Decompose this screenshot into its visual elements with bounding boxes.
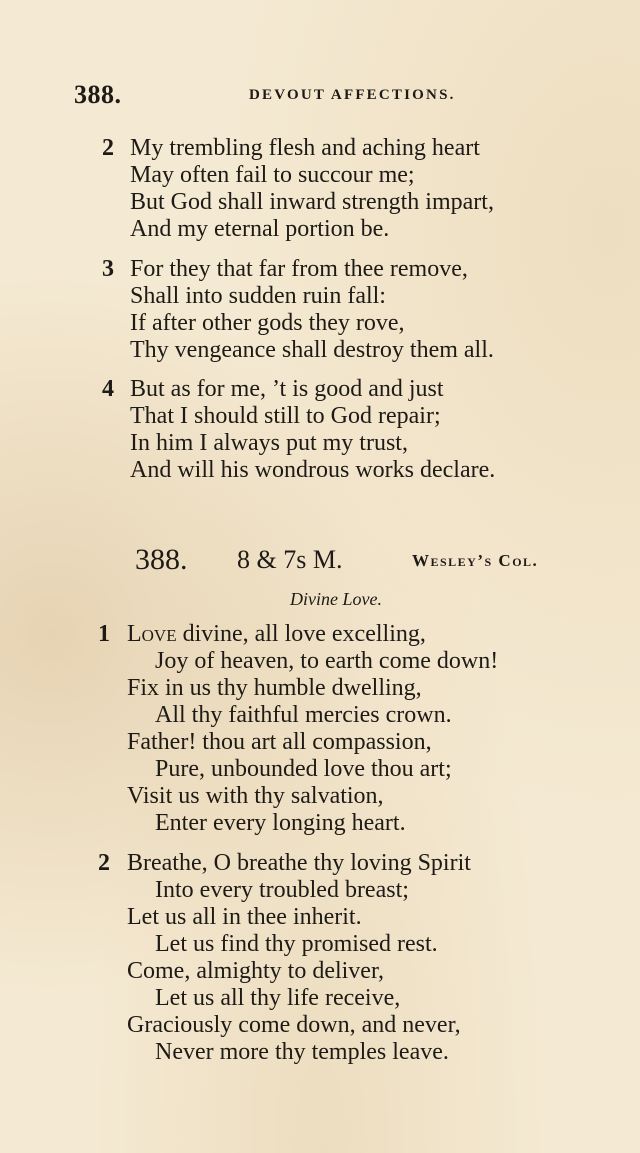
verse-line: For they that far from thee remove, — [130, 256, 468, 282]
first-line-rest: divine, all love excelling, — [176, 621, 426, 647]
verse-line: But as for me, ’t is good and just — [130, 376, 444, 402]
stanza-number: 2 — [102, 135, 114, 161]
verse-line: Thy vengeance shall destroy them all. — [130, 337, 494, 363]
verse-line: But God shall inward strength impart, — [130, 189, 494, 215]
running-head: DEVOUT AFFECTIONS. — [249, 87, 456, 103]
verse-line: Let us all in thee inherit. — [127, 904, 362, 930]
first-word: Love — [127, 621, 177, 647]
hymn-meter: 8 & 7s M. — [237, 545, 343, 574]
verse-line: Into every troubled breast; — [155, 877, 409, 903]
verse-line: Visit us with thy salvation, — [127, 783, 384, 809]
verse-line: May often fail to succour me; — [130, 162, 415, 188]
stanza-number: 2 — [98, 850, 110, 876]
verse-line: Never more thy temples leave. — [155, 1039, 449, 1065]
page-number: 388. — [74, 80, 122, 109]
verse-line: In him I always put my trust, — [130, 430, 408, 456]
verse-line: Let us all thy life receive, — [155, 985, 401, 1011]
verse-line: That I should still to God repair; — [130, 403, 441, 429]
verse-line: Shall into sudden ruin fall: — [130, 283, 386, 309]
stanza-number: 4 — [102, 376, 114, 402]
verse-line: Joy of heaven, to earth come down! — [155, 648, 499, 674]
verse-line: Fix in us thy humble dwelling, — [127, 675, 422, 701]
verse-line: Pure, unbounded love thou art; — [155, 756, 452, 782]
verse-line: Let us find thy promised rest. — [155, 931, 438, 957]
hymn-number: 388. — [135, 543, 188, 576]
verse-line — [127, 621, 426, 648]
verse-line: Father! thou art all compassion, — [127, 729, 432, 755]
verse-line: Come, almighty to deliver, — [127, 958, 384, 984]
hymn-title: Divine Love. — [290, 589, 382, 609]
hymn-source: Wesley’s Col. — [412, 551, 539, 570]
verse-line: And my eternal portion be. — [130, 216, 390, 242]
stanza-number: 3 — [102, 256, 114, 282]
verse-line: All thy faithful mercies crown. — [155, 702, 452, 728]
verse-line: Graciously come down, and never, — [127, 1012, 461, 1038]
stanza-number: 1 — [98, 621, 110, 647]
verse-line: Breathe, O breathe thy loving Spirit — [127, 850, 471, 876]
verse-line: If after other gods they rove, — [130, 310, 405, 336]
verse-line: My trembling flesh and aching heart — [130, 135, 480, 161]
verse-line: And will his wondrous works declare. — [130, 457, 496, 483]
verse-line: Enter every longing heart. — [155, 810, 406, 836]
